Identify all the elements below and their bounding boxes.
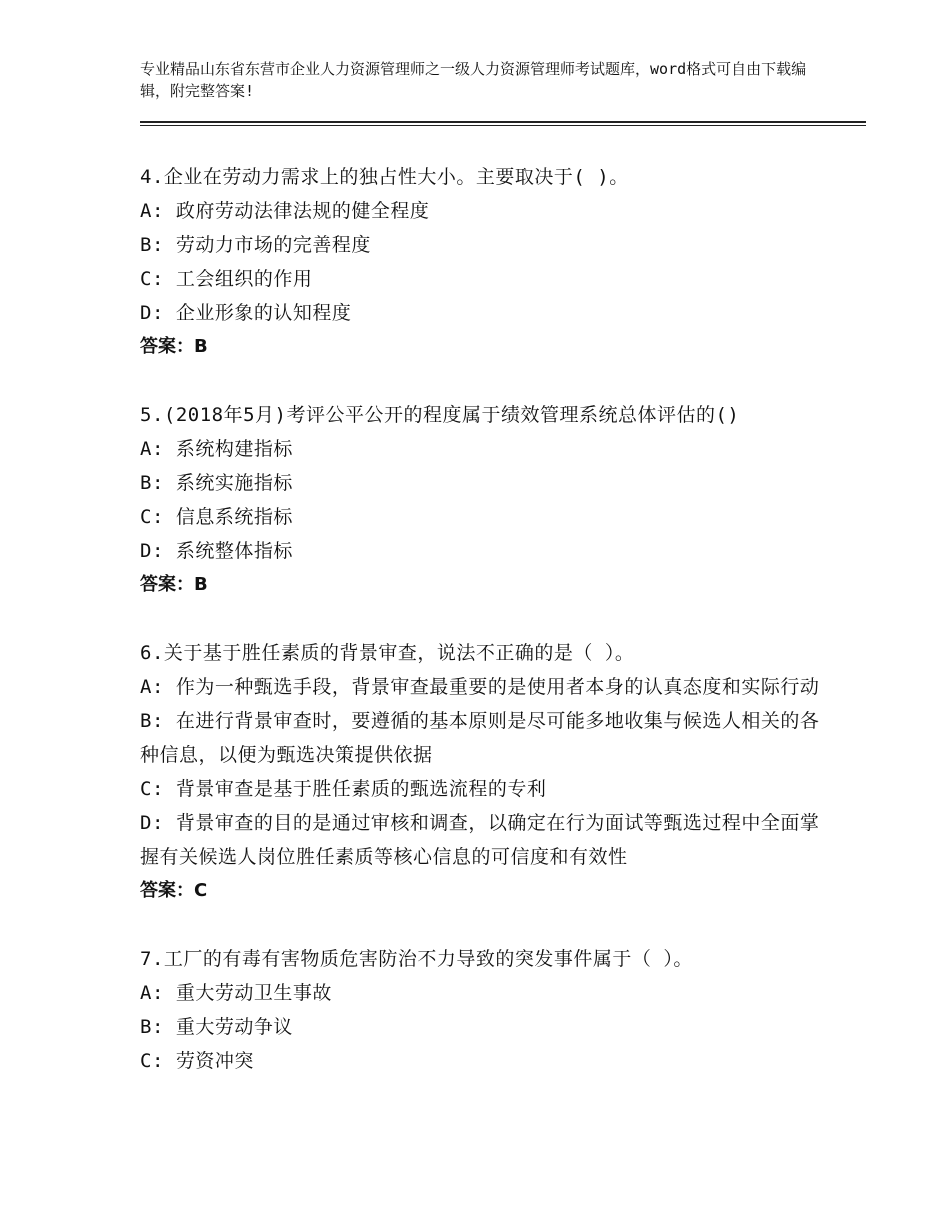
- option-a: A: 政府劳动法律法规的健全程度: [140, 200, 430, 222]
- document-header: 专业精品山东省东营市企业人力资源管理师之一级人力资源管理师考试题库，word格式可自由下载编辑，附完整答案!: [140, 60, 807, 100]
- answer-label: 答案：C: [140, 880, 208, 901]
- option-d: D: 企业形象的认知程度: [140, 302, 352, 324]
- option-a: A: 系统构建指标: [140, 438, 293, 460]
- question-7: [140, 942, 820, 1078]
- option-b: B: 重大劳动争议: [140, 1016, 293, 1038]
- option-d: D: 背景审查的目的是通过审核和调查，以确定在行为面试等甄选过程中全面掌握有关候选人岗位胜任素质等核心信息的可信度和有效性: [140, 812, 820, 868]
- option-c: C: 工会组织的作用: [140, 268, 313, 290]
- question-stem: 5.(2018年5月)考评公平公开的程度属于绩效管理系统总体评估的(): [140, 404, 740, 426]
- option-c: C: 背景审查是基于胜任素质的甄选流程的专利: [140, 778, 547, 800]
- question-stem: 7.工厂的有毒有害物质危害防治不力导致的突发事件属于（ ）。: [140, 948, 693, 970]
- option-b: B: 劳动力市场的完善程度: [140, 234, 371, 256]
- question-list: [140, 160, 820, 1112]
- header-rule-top: [140, 121, 866, 123]
- question-4: [140, 160, 820, 364]
- option-c: C: 劳资冲突: [140, 1050, 254, 1072]
- option-c: C: 信息系统指标: [140, 506, 293, 528]
- option-d: D: 系统整体指标: [140, 540, 293, 562]
- question-stem: 4.企业在劳动力需求上的独占性大小。主要取决于( )。: [140, 166, 629, 188]
- header-rule-bottom: [140, 125, 866, 126]
- question-5: [140, 398, 820, 602]
- option-b: B: 在进行背景审查时，要遵循的基本原则是尽可能多地收集与候选人相关的各种信息，以便为甄选决策提供依据: [140, 710, 820, 766]
- question-stem: 6.关于基于胜任素质的背景审查，说法不正确的是（ ）。: [140, 642, 635, 664]
- option-a: A: 重大劳动卫生事故: [140, 982, 332, 1004]
- option-a: A: 作为一种甄选手段，背景审查最重要的是使用者本身的认真态度和实际行动: [140, 676, 820, 698]
- question-6: [140, 636, 820, 908]
- answer-label: 答案：B: [140, 336, 208, 357]
- option-b: B: 系统实施指标: [140, 472, 293, 494]
- answer-label: 答案：B: [140, 574, 208, 595]
